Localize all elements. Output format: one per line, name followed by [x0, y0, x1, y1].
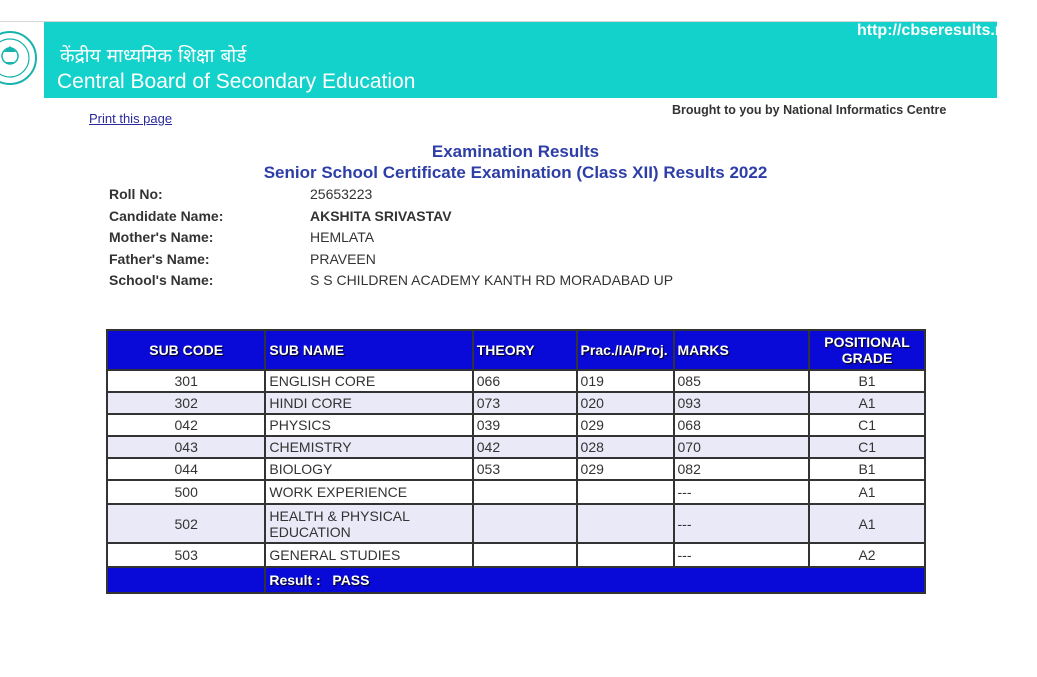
mother-name-label: Mother's Name:	[109, 229, 214, 245]
table-row	[107, 504, 925, 543]
grade: A2	[809, 543, 925, 567]
marks: 068	[674, 414, 810, 436]
sub-name: HINDI CORE	[265, 392, 472, 414]
table-row	[107, 543, 925, 567]
marks: ---	[674, 504, 810, 543]
marks-table	[106, 329, 926, 594]
header-practical: Prac./IA/Proj.	[577, 330, 674, 370]
theory: 042	[473, 436, 577, 458]
sub-name: ENGLISH CORE	[265, 370, 472, 392]
sub-code: 500	[107, 480, 265, 504]
theory	[473, 480, 577, 504]
sub-name: WORK EXPERIENCE	[265, 480, 472, 504]
marks: ---	[674, 543, 810, 567]
exam-title: Senior School Certificate Examination (Class XII) Results 2022	[263, 163, 768, 182]
grade: A1	[809, 480, 925, 504]
theory	[473, 543, 577, 567]
result-cell	[265, 567, 925, 593]
theory	[473, 504, 577, 543]
marks: 093	[674, 392, 810, 414]
print-page-link[interactable]: Print this page	[89, 111, 173, 126]
practical	[577, 504, 674, 543]
grade: C1	[809, 436, 925, 458]
header-theory: THEORY	[473, 330, 577, 370]
table-row	[107, 414, 925, 436]
page-title: Examination Results	[431, 142, 600, 161]
practical: 029	[577, 458, 674, 480]
grade: B1	[809, 370, 925, 392]
grade: A1	[809, 504, 925, 543]
table-row	[107, 370, 925, 392]
father-name-value: PRAVEEN	[310, 250, 376, 267]
practical: 028	[577, 436, 674, 458]
theory: 039	[473, 414, 577, 436]
marks: 085	[674, 370, 810, 392]
header-marks: MARKS	[674, 330, 810, 370]
sub-name: BIOLOGY	[265, 458, 472, 480]
father-name-label: Father's Name:	[109, 250, 210, 267]
result-label: Result :	[269, 572, 321, 588]
sub-name: CHEMISTRY	[265, 436, 472, 458]
theory: 073	[473, 392, 577, 414]
candidate-name-label: Candidate Name:	[109, 207, 224, 224]
table-row	[107, 480, 925, 504]
practical: 019	[577, 370, 674, 392]
cbse-emblem-icon	[0, 22, 44, 98]
theory: 066	[473, 370, 577, 392]
sub-code: 042	[107, 414, 265, 436]
sub-code: 301	[107, 370, 265, 392]
header-sub-code: SUB CODE	[107, 330, 265, 370]
header-positional-grade: POSITIONAL GRADE	[809, 330, 925, 370]
table-row	[107, 392, 925, 414]
site-url: http://cbseresults.nic.in	[857, 22, 1037, 39]
theory: 053	[473, 458, 577, 480]
header-sub-name: SUB NAME	[265, 330, 472, 370]
table-row	[107, 458, 925, 480]
practical: 029	[577, 414, 674, 436]
marks: 082	[674, 458, 810, 480]
grade: C1	[809, 414, 925, 436]
sub-code: 503	[107, 543, 265, 567]
grade: A1	[809, 392, 925, 414]
mother-name-value: HEMLATA	[310, 229, 375, 245]
result-blank-cell	[107, 567, 265, 593]
grade: B1	[809, 458, 925, 480]
sub-code: 302	[107, 392, 265, 414]
school-name-label: School's Name:	[109, 272, 214, 288]
header-banner	[0, 22, 1037, 98]
result-value: PASS	[332, 572, 370, 588]
credit-text: Brought to you by National Informatics Centre	[672, 103, 947, 117]
sub-name: HEALTH & PHYSICAL EDUCATION	[265, 504, 472, 543]
sub-code: 044	[107, 458, 265, 480]
board-name-hindi: केंद्रीय माध्यमिक शिक्षा बोर्ड	[60, 45, 247, 67]
marks: 070	[674, 436, 810, 458]
practical: 020	[577, 392, 674, 414]
sub-name: GENERAL STUDIES	[265, 543, 472, 567]
roll-value: 25653223	[310, 186, 373, 202]
result-row	[107, 567, 925, 593]
candidate-name-value: AKSHITA SRIVASTAV	[310, 207, 452, 224]
school-name-value: S S CHILDREN ACADEMY KANTH RD MORADABAD UP	[310, 272, 674, 288]
practical	[577, 543, 674, 567]
marks: ---	[674, 480, 810, 504]
practical	[577, 480, 674, 504]
table-header-row	[107, 330, 925, 370]
sub-code: 502	[107, 504, 265, 543]
roll-label: Roll No:	[109, 186, 163, 202]
table-row	[107, 436, 925, 458]
board-name-english: Central Board of Secondary Education	[57, 70, 416, 93]
sub-name: PHYSICS	[265, 414, 472, 436]
sub-code: 043	[107, 436, 265, 458]
